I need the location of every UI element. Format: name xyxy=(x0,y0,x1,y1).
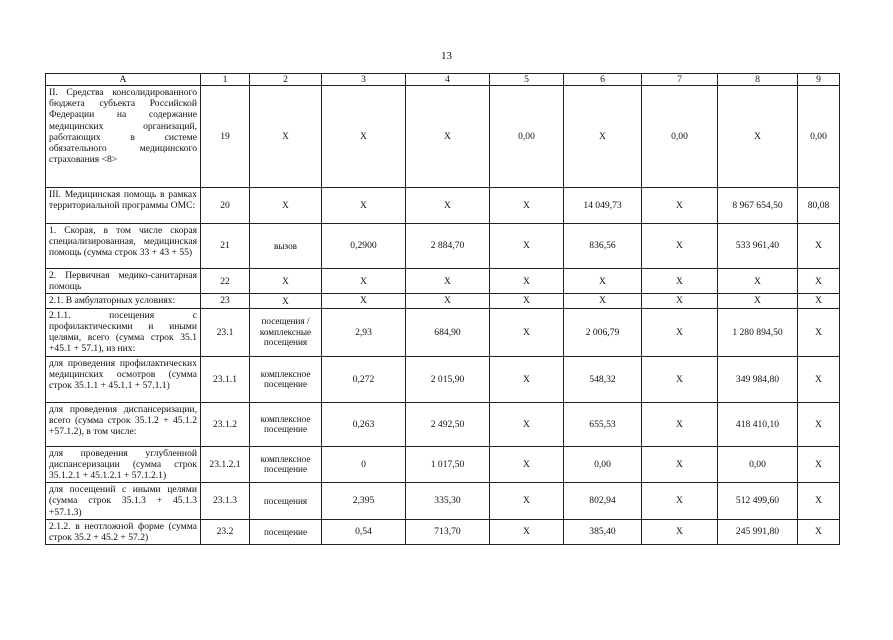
table-cell: X xyxy=(490,483,564,520)
table-cell: X xyxy=(490,188,564,224)
table-cell: 335,30 xyxy=(406,483,490,520)
table-cell: X xyxy=(406,86,490,188)
table-cell: 23.1.2.1 xyxy=(201,446,250,483)
table-cell: X xyxy=(798,308,840,356)
table-cell: 2,395 xyxy=(322,483,406,520)
table-cell: X xyxy=(250,294,322,308)
table-cell: 684,90 xyxy=(406,308,490,356)
header-cell: 2 xyxy=(250,74,322,86)
table-cell: 245 991,80 xyxy=(718,519,798,544)
table-cell: X xyxy=(490,294,564,308)
table-cell: X xyxy=(322,188,406,224)
table-cell: 512 499,60 xyxy=(718,483,798,520)
row-name-cell: III. Медицинская помощь в рамках территориальной программы ОМС: xyxy=(46,188,201,224)
table-cell: X xyxy=(642,402,718,446)
table-cell: X xyxy=(798,402,840,446)
table-cell: X xyxy=(798,356,840,402)
header-cell: 9 xyxy=(798,74,840,86)
table-row xyxy=(46,356,840,402)
table-cell: X xyxy=(718,86,798,188)
table-cell: 713,70 xyxy=(406,519,490,544)
table-cell: X xyxy=(490,269,564,294)
table-cell: 0,00 xyxy=(564,446,642,483)
table-row xyxy=(46,402,840,446)
table-cell: 2,93 xyxy=(322,308,406,356)
header-cell: 1 xyxy=(201,74,250,86)
row-name-cell: 1. Скорая, в том числе скорая специализированная, медицинская помощь (сумма строк 33 + 43 + 55) xyxy=(46,224,201,269)
table-cell: 0,00 xyxy=(798,86,840,188)
table-cell: X xyxy=(642,519,718,544)
table-cell: 0 xyxy=(322,446,406,483)
table-row xyxy=(46,269,840,294)
table-cell: X xyxy=(322,269,406,294)
table-cell: X xyxy=(322,86,406,188)
table-cell: 533 961,40 xyxy=(718,224,798,269)
table-cell: 0,00 xyxy=(642,86,718,188)
table-cell: 836,56 xyxy=(564,224,642,269)
table-cell: X xyxy=(642,483,718,520)
header-cell: A xyxy=(46,74,201,86)
table-cell: X xyxy=(642,294,718,308)
table-cell: вызов xyxy=(250,224,322,269)
table-cell: 23.2 xyxy=(201,519,250,544)
row-name-cell: для проведения диспансеризации, всего (сумма строк 35.1.2 + 45.1.2 +57.1.2), в том числе: xyxy=(46,402,201,446)
table-cell: 23 xyxy=(201,294,250,308)
table-row xyxy=(46,519,840,544)
table-cell: 23.1.3 xyxy=(201,483,250,520)
table-cell: 14 049,73 xyxy=(564,188,642,224)
table-cell: X xyxy=(490,308,564,356)
table-cell: 19 xyxy=(201,86,250,188)
table-cell: X xyxy=(642,356,718,402)
table-cell: X xyxy=(490,402,564,446)
table-cell: X xyxy=(798,269,840,294)
header-cell: 8 xyxy=(718,74,798,86)
table-cell: 8 967 654,50 xyxy=(718,188,798,224)
table-row xyxy=(46,483,840,520)
table-row xyxy=(46,308,840,356)
table-cell: 0,00 xyxy=(490,86,564,188)
table-cell: X xyxy=(490,224,564,269)
table-cell: 20 xyxy=(201,188,250,224)
table-cell: X xyxy=(406,294,490,308)
table-cell: 0,263 xyxy=(322,402,406,446)
table-cell: X xyxy=(406,269,490,294)
data-table xyxy=(45,73,840,545)
table-cell: 0,272 xyxy=(322,356,406,402)
table-cell: X xyxy=(642,446,718,483)
header-cell: 5 xyxy=(490,74,564,86)
table-cell: X xyxy=(564,269,642,294)
row-name-cell: II. Средства консолидированного бюджета субъекта Российской Федерации на содержание медицинских организаций, работающих в системе обязательного медицинского страхования <8> xyxy=(46,86,201,188)
table-cell: комплексное посещение xyxy=(250,446,322,483)
table-cell: X xyxy=(642,269,718,294)
table-cell: комплексное посещение xyxy=(250,402,322,446)
table-cell: X xyxy=(798,294,840,308)
row-name-cell: 2.1. В амбулаторных условиях: xyxy=(46,294,201,308)
table-cell: 23.1 xyxy=(201,308,250,356)
table-cell: X xyxy=(490,356,564,402)
table-cell: 22 xyxy=(201,269,250,294)
table-cell: X xyxy=(250,269,322,294)
table-cell: 385,40 xyxy=(564,519,642,544)
row-name-cell: для проведения профилактических медицинских осмотров (сумма строк 35.1.1 + 45.1.1 + 57.1.1) xyxy=(46,356,201,402)
table-cell: 349 984,80 xyxy=(718,356,798,402)
table-cell: 1 280 894,50 xyxy=(718,308,798,356)
table-cell: X xyxy=(564,86,642,188)
table-row xyxy=(46,446,840,483)
table-cell: X xyxy=(798,483,840,520)
table-cell: X xyxy=(798,446,840,483)
table-cell: 21 xyxy=(201,224,250,269)
table-cell: посещения xyxy=(250,483,322,520)
row-name-cell: для проведения углубленной диспансеризации (сумма строк 35.1.2.1 + 45.1.2.1 + 57.1.2.1) xyxy=(46,446,201,483)
table-cell: 655,53 xyxy=(564,402,642,446)
table-cell: X xyxy=(642,308,718,356)
table-cell: X xyxy=(250,86,322,188)
table-row xyxy=(46,224,840,269)
table-cell: X xyxy=(490,446,564,483)
header-cell: 6 xyxy=(564,74,642,86)
table-cell: X xyxy=(718,269,798,294)
header-row xyxy=(46,74,840,86)
row-name-cell: 2.1.1. посещения с профилактическими и иными целями, всего (сумма строк 35.1 +45.1 + 57.1), из них: xyxy=(46,308,201,356)
header-cell: 4 xyxy=(406,74,490,86)
table-cell: X xyxy=(490,519,564,544)
table-cell: 2 015,90 xyxy=(406,356,490,402)
table-cell: X xyxy=(798,519,840,544)
table-cell: X xyxy=(642,188,718,224)
table-cell: 1 017,50 xyxy=(406,446,490,483)
table-cell: X xyxy=(798,224,840,269)
table-cell: посещения / комплексные посещения xyxy=(250,308,322,356)
table-cell: 2 006,79 xyxy=(564,308,642,356)
table-cell: X xyxy=(250,188,322,224)
table-cell: 0,00 xyxy=(718,446,798,483)
table-cell: X xyxy=(322,294,406,308)
row-name-cell: для посещений с иными целями (сумма строк 35.1.3 + 45.1.3 +57.1.3) xyxy=(46,483,201,520)
table-cell: комплексное посещение xyxy=(250,356,322,402)
table-row xyxy=(46,294,840,308)
table-cell: 23.1.1 xyxy=(201,356,250,402)
table-cell: 80,08 xyxy=(798,188,840,224)
table-cell: 2 492,50 xyxy=(406,402,490,446)
table-cell: X xyxy=(406,188,490,224)
table-cell: X xyxy=(718,294,798,308)
table-cell: 0,54 xyxy=(322,519,406,544)
table-cell: 802,94 xyxy=(564,483,642,520)
table-cell: 0,2900 xyxy=(322,224,406,269)
table-cell: X xyxy=(642,224,718,269)
table-cell: 548,32 xyxy=(564,356,642,402)
table-cell: 418 410,10 xyxy=(718,402,798,446)
table-row xyxy=(46,86,840,188)
table-cell: X xyxy=(564,294,642,308)
page-number: 13 xyxy=(441,50,452,62)
table-cell: 2 884,70 xyxy=(406,224,490,269)
table-cell: 23.1.2 xyxy=(201,402,250,446)
header-cell: 7 xyxy=(642,74,718,86)
row-name-cell: 2.1.2. в неотложной форме (сумма строк 35.2 + 45.2 + 57.2) xyxy=(46,519,201,544)
table-row xyxy=(46,188,840,224)
row-name-cell: 2. Первичная медико-санитарная помощь xyxy=(46,269,201,294)
header-cell: 3 xyxy=(322,74,406,86)
table-cell: посещение xyxy=(250,519,322,544)
